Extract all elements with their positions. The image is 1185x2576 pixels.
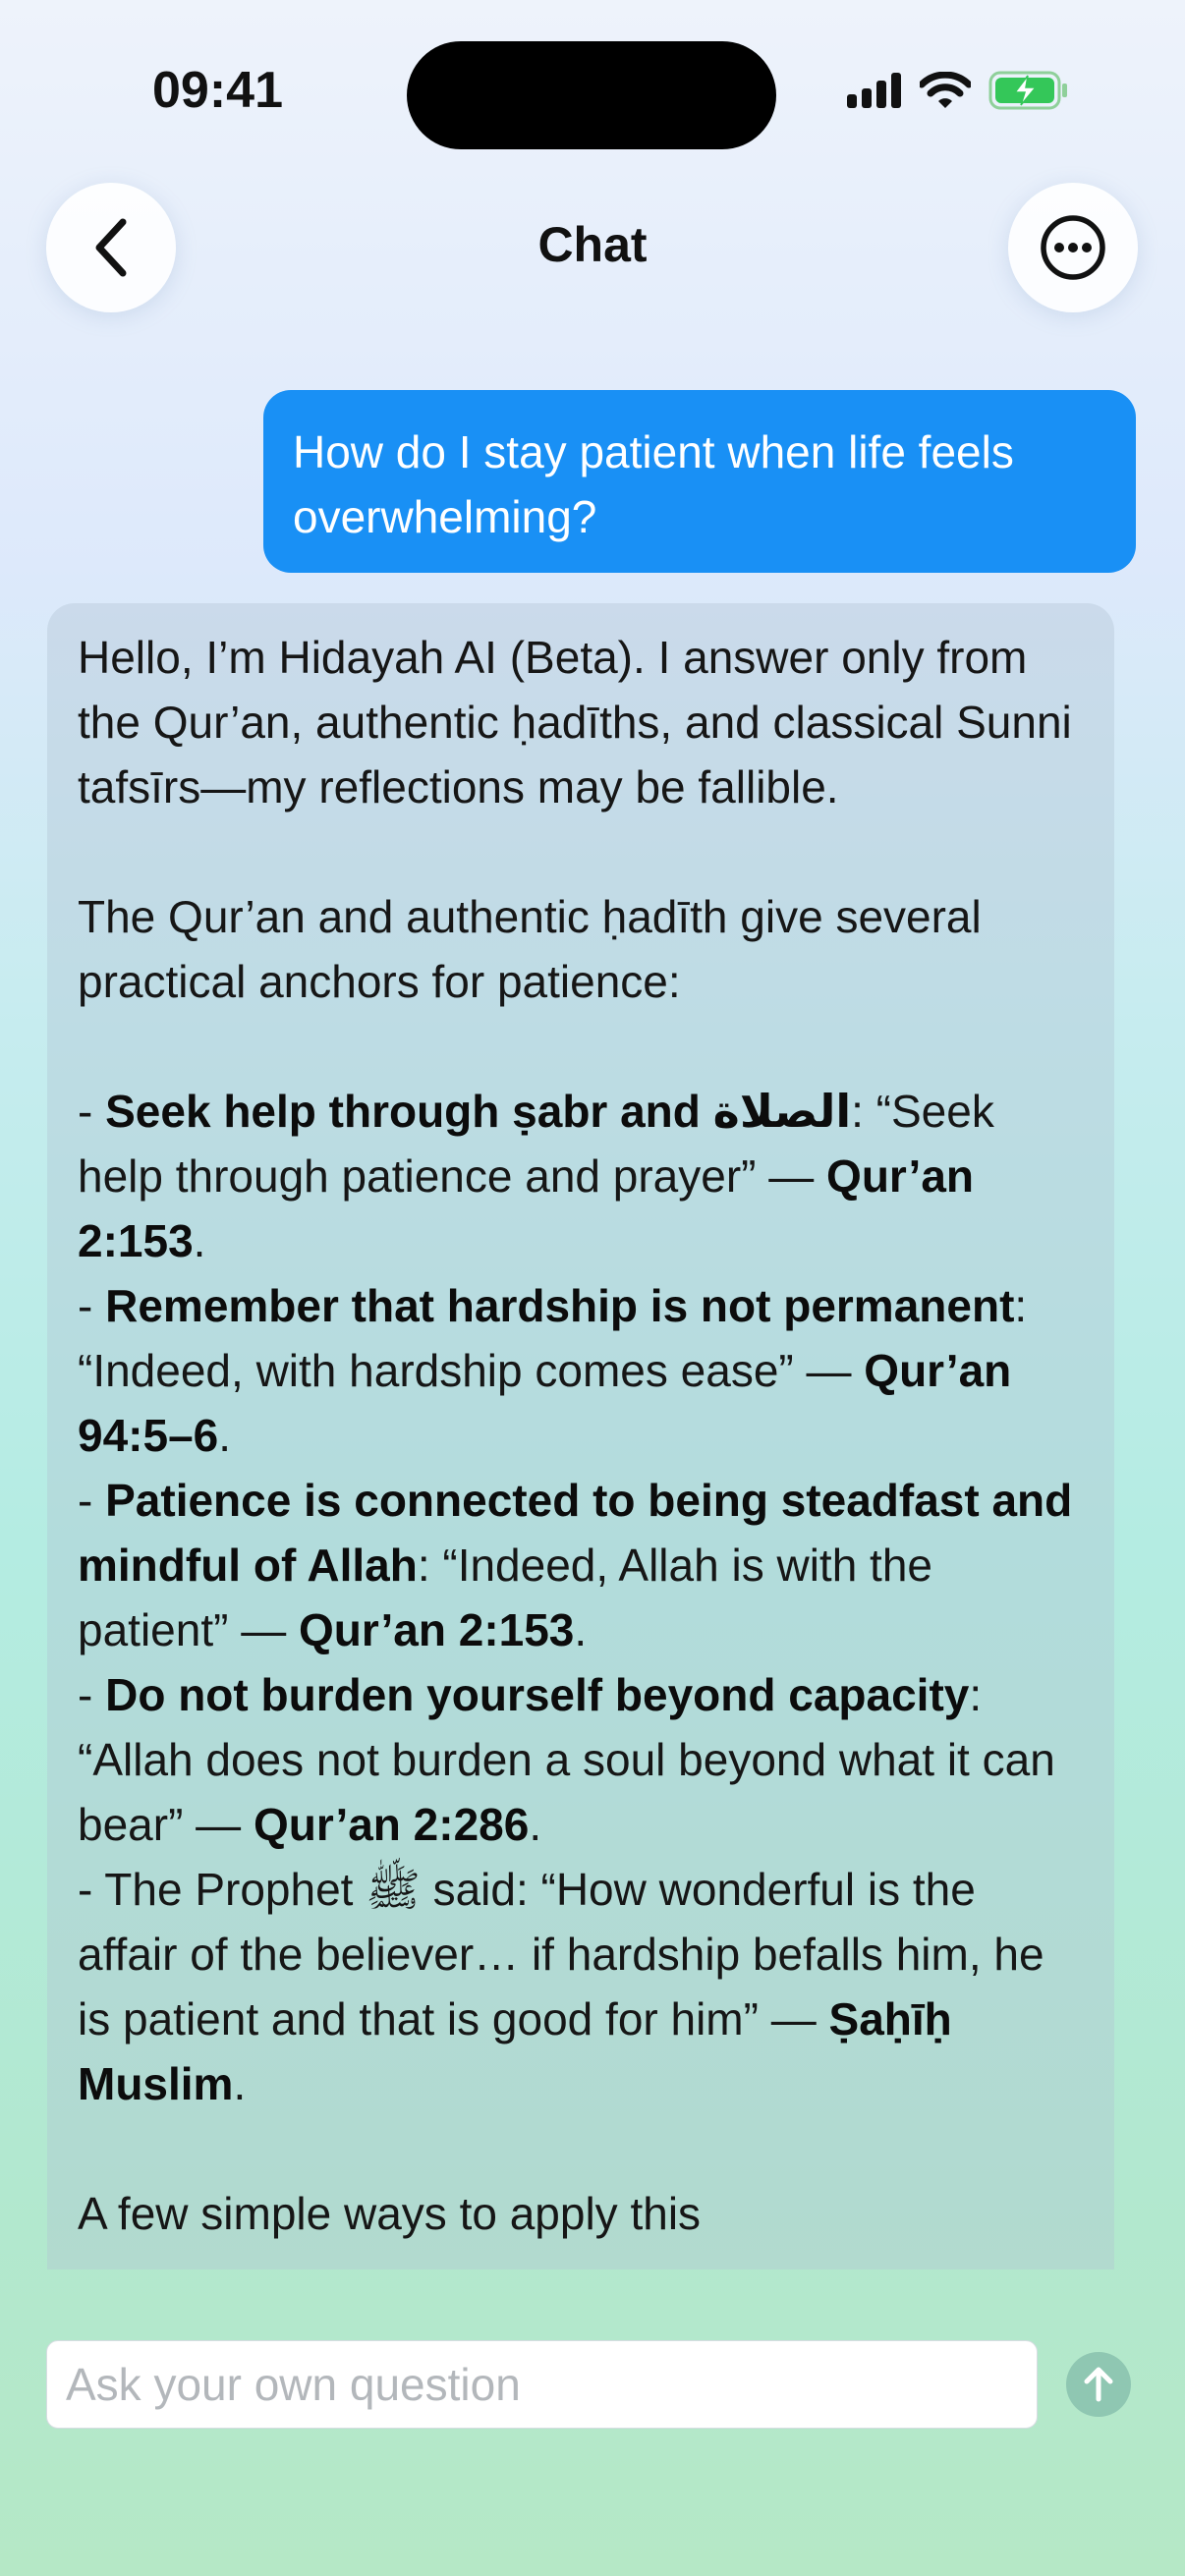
ai-point-3: - Patience is connected to being steadfast and mindful of Allah: “Indeed, Allah is with the patient” — Qur’an 2:153.: [78, 1475, 1073, 1655]
status-bar: [0, 0, 1185, 196]
ask-question-input[interactable]: [46, 2340, 1038, 2429]
arrow-up-icon: [1082, 2366, 1115, 2403]
ai-point-2: - Remember that hardship is not permanent: “Indeed, with hardship comes ease” — Qur’an 94:5–6.: [78, 1280, 1028, 1461]
ai-cut-off-text: A few simple ways to apply this: [78, 2188, 702, 2239]
page-title: Chat: [537, 217, 648, 272]
send-button[interactable]: [1066, 2352, 1131, 2417]
user-message-bubble: [263, 390, 1136, 573]
status-time: 09:41: [152, 62, 283, 119]
ai-intro-text: Hello, I’m Hidayah AI (Beta). I answer only from the Qur’an, authentic ḥadīths, and classical Sunni tafsīrs—my reflections may be fallible.: [78, 632, 1072, 812]
user-message-text: How do I stay patient when life feels overwhelming?: [293, 426, 1014, 542]
battery-charging-icon: [988, 71, 1069, 110]
ai-point-4: - Do not burden yourself beyond capacity: “Allah does not burden a soul beyond what it can bear” — Qur’an 2:286.: [78, 1669, 1055, 1850]
ellipsis-circle-icon: [1039, 213, 1107, 282]
ai-lead-text: The Qur’an and authentic ḥadīth give several practical anchors for patience:: [78, 891, 982, 1007]
wifi-icon: [920, 72, 971, 109]
ai-message-bubble: [47, 603, 1114, 2269]
input-placeholder: Ask your own question: [66, 2359, 521, 2410]
dynamic-island: [407, 41, 776, 149]
ai-point-1: - Seek help through ṣabr and الصلاة: “Seek help through patience and prayer” — Qur’an 2:153.: [78, 1086, 994, 1266]
more-options-button[interactable]: [1008, 183, 1138, 312]
status-icons: [847, 71, 1069, 110]
ai-point-5: - The Prophet ﷺ said: “How wonderful is the affair of the believer… if hardship befalls him, he is patient and that is good for him” — Ṣaḥīḥ Muslim.: [78, 1864, 1044, 2109]
cellular-signal-icon: [847, 73, 902, 108]
